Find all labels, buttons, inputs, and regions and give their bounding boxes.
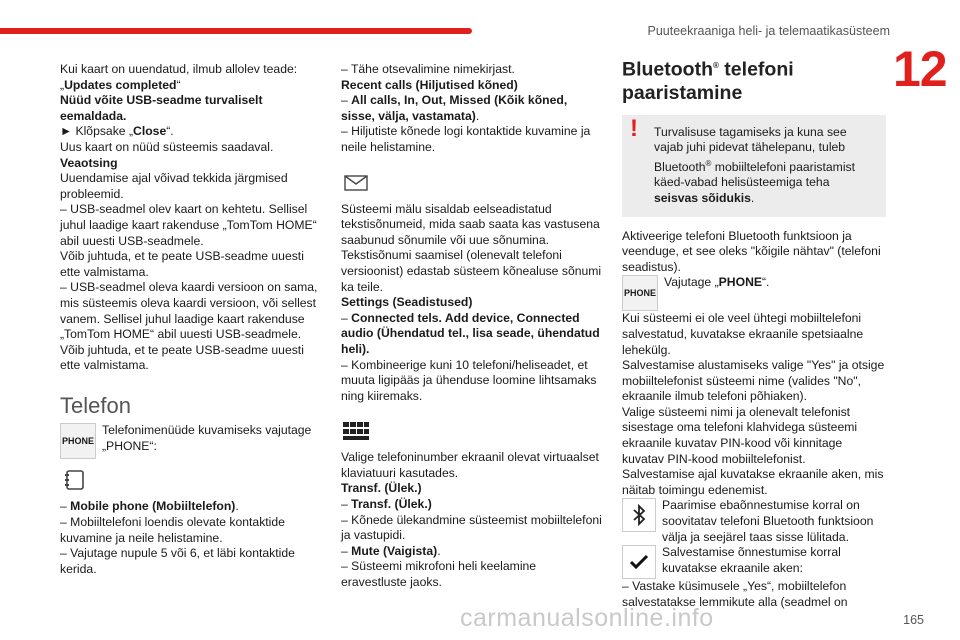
paragraph: Võib juhtuda, et te peate USB-seadme uuesti ette valmistama. [60, 249, 304, 279]
paragraph: Paarimise ebaõnnestumise korral on soovitatav telefoni Bluetooth funktsioon välja ja seejärel taas sisse lülitada. [662, 498, 874, 544]
paragraph: – Kombineerige kuni 10 telefoni/heliseadet, et muuta ligipääs ja ühenduse loomine lihtsamaks ning kiiremaks. [341, 357, 597, 403]
paragraph: – Hiljutiste kõnede logi kontaktide kuvamine ja neile helistamine. [341, 124, 591, 154]
phone-button-icon: PHONE [60, 423, 96, 459]
keypad-icon [341, 418, 371, 444]
paragraph: Süsteemi mälu sisaldab eelseadistatud tekstisõnumeid, mida saab saata kas vastusena saabunud sõnumile või uue sõnumina. [341, 201, 600, 247]
paragraph: – USB-seadmel olev kaart on kehtetu. Sellisel juhul laadige kaart rakenduse „TomTom HOME“ abil uuesti USB-seadmele. [60, 202, 317, 248]
paragraph: – Mobiiltelefoni loendis olevate kontaktide kuvamine ja neile helistamine. [60, 515, 285, 545]
paragraph: – Vajutage nupule 5 või 6, et läbi kontaktide kerida. [60, 546, 295, 576]
paragraph: ► Klõpsake „Close“. [60, 124, 174, 139]
paragraph: – Mobile phone (Mobiiltelefon). [60, 499, 239, 514]
paragraph: – Mute (Vaigista). [341, 543, 441, 558]
subheading-settings: Settings (Seadistused) [341, 295, 473, 310]
page-number: 165 [903, 613, 924, 627]
envelope-icon [341, 170, 371, 196]
warning-text: Turvalisuse tagamiseks ja kuna see vajab juhi pidevat tähelepanu, tuleb Bluetooth® mobiiltelefoni paaristamist käed-vabad helisüsteemiga teha seisvas sõidukis. [654, 124, 856, 205]
bluetooth-instruction [622, 498, 886, 545]
paragraph: Kui kaart on uuendatud, ilmub allolev teade: [60, 62, 298, 76]
header-accent-bar [0, 28, 472, 34]
column-3 [622, 54, 886, 610]
paragraph: Nüüd võite USB-seadme turvaliselt eemaldada. [60, 93, 263, 123]
paragraph: – Kõnede ülekandmine süsteemist mobiiltelefoni ja vastupidi. [341, 512, 602, 543]
paragraph: Telefonimenüüde kuvamiseks vajutage „PHONE“: [102, 423, 312, 454]
paragraph: Salvestamise ajal kuvatakse ekraanile aken, mis näitab toimingu edenemist. [622, 467, 884, 497]
paragraph: – Vastake küsimusele „Yes“, mobiiltelefon salvestatakse lemmikute alla (seadmel on [622, 579, 848, 609]
bluetooth-icon [622, 498, 656, 532]
paragraph: – All calls, In, Out, Missed (Kõik kõned, sisse, välja, vastamata). [341, 93, 568, 123]
warning-box [622, 115, 886, 217]
paragraph: Tekstisõnumi saamisel (olenevalt telefoni versioonist) edastab süsteem kõnealuse sõnumi ka teile. [341, 248, 602, 294]
paragraph: Uuendamise ajal võivad tekkida järgmised probleemid. [60, 171, 288, 201]
running-head: Puuteekraaniga heli- ja telemaatikasüsteem [647, 24, 890, 38]
section-heading-telefon: Telefon [60, 392, 131, 418]
paragraph: Salvestamise õnnestumise korral kuvatakse ekraanile aken: [662, 545, 841, 575]
paragraph: – Süsteemi mikrofoni heli keelamine eravestluste jaoks. [341, 559, 537, 590]
paragraph: – USB-seadmel oleva kaardi versioon on sama, mis süsteemis oleva kaardi versioon, või sellest vanem. Sellisel juhul laadige kaart rakenduse „TomTom HOME“ abil uuesti USB-seadmele. [60, 280, 318, 342]
paragraph: – Transf. (Ülek.) [341, 497, 432, 512]
watermark: carmanualsonline.info [460, 604, 714, 632]
phone-button-icon: PHONE [622, 275, 658, 311]
paragraph: – Connected tels. Add device, Connected audio (Ühendatud tel., lisa seade, ühendatud heli). [341, 310, 600, 356]
warning-icon: ! [630, 114, 638, 142]
paragraph: Vajutage „PHONE“. [664, 275, 770, 290]
subheading-transfer: Transf. (Ülek.) [341, 481, 422, 496]
paragraph: Valige süsteemi nimi ja olenevalt telefonist sisestage oma telefoni klahvidega süsteemi ekraanile kuvatav PIN-kood või kinnitage kuvatav PIN-kood mobiiltelefonist. [622, 404, 858, 466]
success-instruction [622, 545, 886, 579]
paragraph: Aktiveerige telefoni Bluetooth funktsioon ja veenduge, et see oleks "kõigile nähtav" (telefoni seadistus). [622, 228, 881, 274]
column-1 [60, 62, 318, 577]
paragraph: Valige telefoninumber ekraanil olevat virtuaalset klaviatuuri kasutades. [341, 450, 599, 480]
contacts-book-icon [60, 467, 90, 493]
paragraph: Uus kaart on nüüd süsteemis saadaval. [60, 139, 274, 154]
phone-instruction [622, 275, 886, 311]
column-2 [341, 62, 603, 591]
paragraph: „Updates completed“ [60, 77, 181, 92]
section-heading-bluetooth: Bluetooth® telefoni paaristamine [622, 58, 794, 104]
paragraph: – Tähe otsevalimine nimekirjast. [341, 62, 515, 76]
paragraph: Kui süsteemi ei ole veel ühtegi mobiiltelefoni salvestatud, kuvatakse ekraanile spetsiaalne lehekülg. [622, 311, 864, 357]
chapter-number: 12 [893, 41, 947, 97]
subheading-troubleshooting: Veaotsing [60, 155, 118, 170]
paragraph: Võib juhtuda, et te peate USB-seadme uuesti ette valmistama. [60, 342, 304, 373]
paragraph: Salvestamise alustamiseks valige "Yes" ja otsige mobiiltelefonist süsteemi nime (valides "No", ekraanile ilmub telefoni põhiaken). [622, 358, 885, 404]
subheading-recent-calls: Recent calls (Hiljutised kõned) [341, 77, 518, 92]
checkmark-icon [622, 545, 656, 579]
phone-instruction [60, 423, 318, 459]
